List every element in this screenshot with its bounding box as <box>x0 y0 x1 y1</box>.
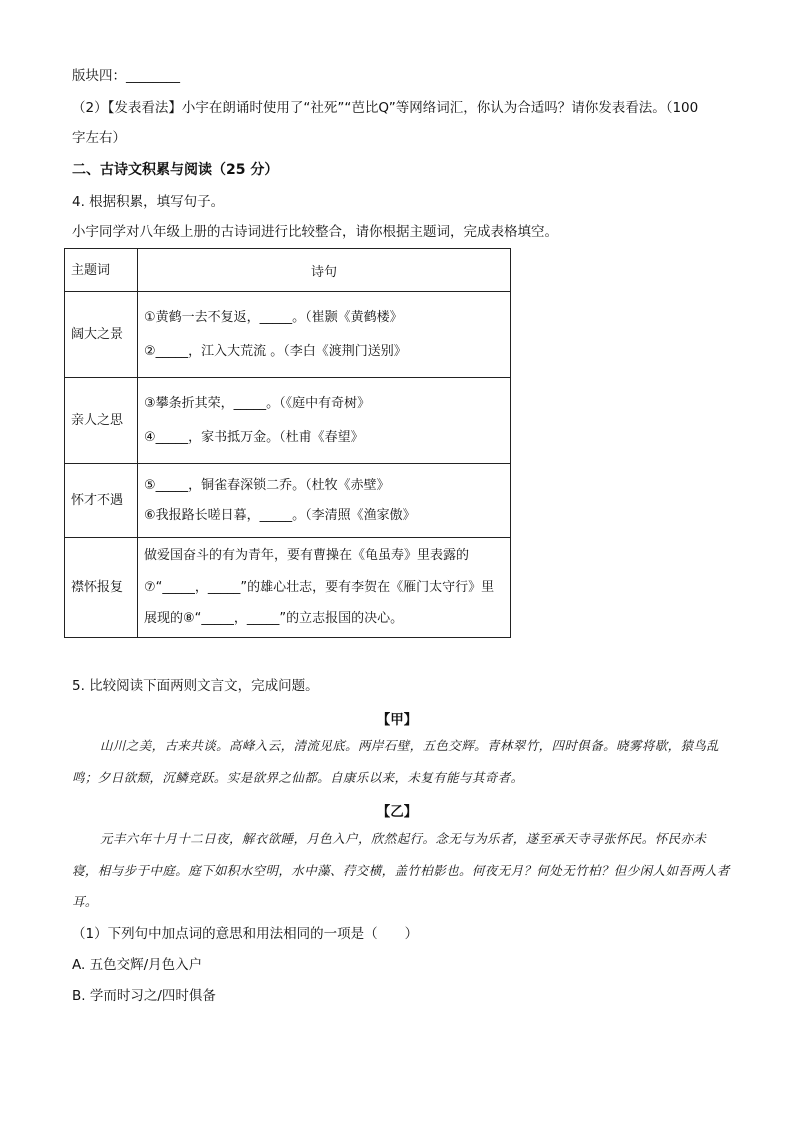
lines-cell <box>138 378 511 464</box>
poem-line: 做爱国奋斗的有为青年，要有曹操在《龟虽寿》里表露的⑦“_____，_____”的雄心壮志，要有李贺在《雁门太守行》里展现的⑧“_____，_____”的立志报国的决心。 <box>144 548 495 627</box>
header-lines: 诗句 <box>138 249 511 292</box>
section4-label: 版块四：________ <box>72 68 180 84</box>
text-a-body: 山川之美，古来共谈。高峰入云，清流见底。两岸石壁，五色交辉。青林翠竹，四时俱备。晓雾将歇，猿鸟乱鸣；夕日欲颓，沉鳞竞跃。实是欲界之仙都。自康乐以来，未复有能与其奇者。 <box>72 738 720 785</box>
theme-cell: 亲人之思 <box>65 378 138 464</box>
text-b <box>72 823 732 918</box>
text-b-title: 【乙】 <box>376 804 418 820</box>
option-a: A. 五色交辉/月色入户 <box>72 957 203 973</box>
question-2-line1: （2）【发表看法】小宇在朗诵时使用了“社死”“芭比Q”等网络词汇，你认为合适吗？请你发表看法。（100 <box>72 100 699 116</box>
question-2-line2: 字左右） <box>72 130 126 146</box>
poem-line: ①黄鹤一去不复返，_____。（崔颢《黄鹤楼》 <box>144 309 403 325</box>
poem-line: ⑤_____，铜雀春深锁二乔。（杜牧《赤壁》 <box>144 477 390 493</box>
poem-line: ②_____，江入大荒流 。（李白《渡荆门送别》 <box>144 343 407 359</box>
table-row <box>65 292 511 378</box>
text-a-title: 【甲】 <box>376 712 418 728</box>
question-4-title: 4. 根据积累，填写句子。 <box>72 194 225 210</box>
table-row <box>65 538 511 638</box>
poem-table <box>64 248 511 638</box>
question-5-title: 5. 比较阅读下面两则文言文，完成问题。 <box>72 678 319 694</box>
text-a <box>72 730 732 793</box>
table-row <box>65 378 511 464</box>
theme-cell: 怀才不遇 <box>65 464 138 538</box>
option-b: B. 学而时习之/四时俱备 <box>72 988 216 1004</box>
lines-cell <box>138 538 511 638</box>
table-header-row <box>65 249 511 292</box>
poem-line: ③攀条折其荣，_____。（《庭中有奇树》 <box>144 395 371 411</box>
question-5-1: （1）下列句中加点词的意思和用法相同的一项是（ ） <box>72 926 419 942</box>
question-4-intro: 小宇同学对八年级上册的古诗词进行比较整合，请你根据主题词，完成表格填空。 <box>72 224 558 240</box>
part2-heading: 二、古诗文积累与阅读（25 分） <box>72 162 279 178</box>
poem-line: ⑥我报路长嗟日暮，_____。（李清照《渔家傲》 <box>144 507 416 523</box>
lines-cell <box>138 464 511 538</box>
header-theme: 主题词 <box>65 249 138 292</box>
text-b-body: 元丰六年十月十二日夜，解衣欲睡，月色入户，欣然起行。念无与为乐者，遂至承天寺寻张怀民。怀民亦未寝，相与步于中庭。庭下如积水空明，水中藻、荇交横，盖竹柏影也。何夜无月？何处无竹柏？但少闲人如吾两人者耳。 <box>72 831 730 909</box>
theme-cell: 襟怀报复 <box>65 538 138 638</box>
theme-cell: 阔大之景 <box>65 292 138 378</box>
lines-cell <box>138 292 511 378</box>
poem-line: ④_____，家书抵万金。（杜甫《春望》 <box>144 429 364 445</box>
table-row <box>65 464 511 538</box>
